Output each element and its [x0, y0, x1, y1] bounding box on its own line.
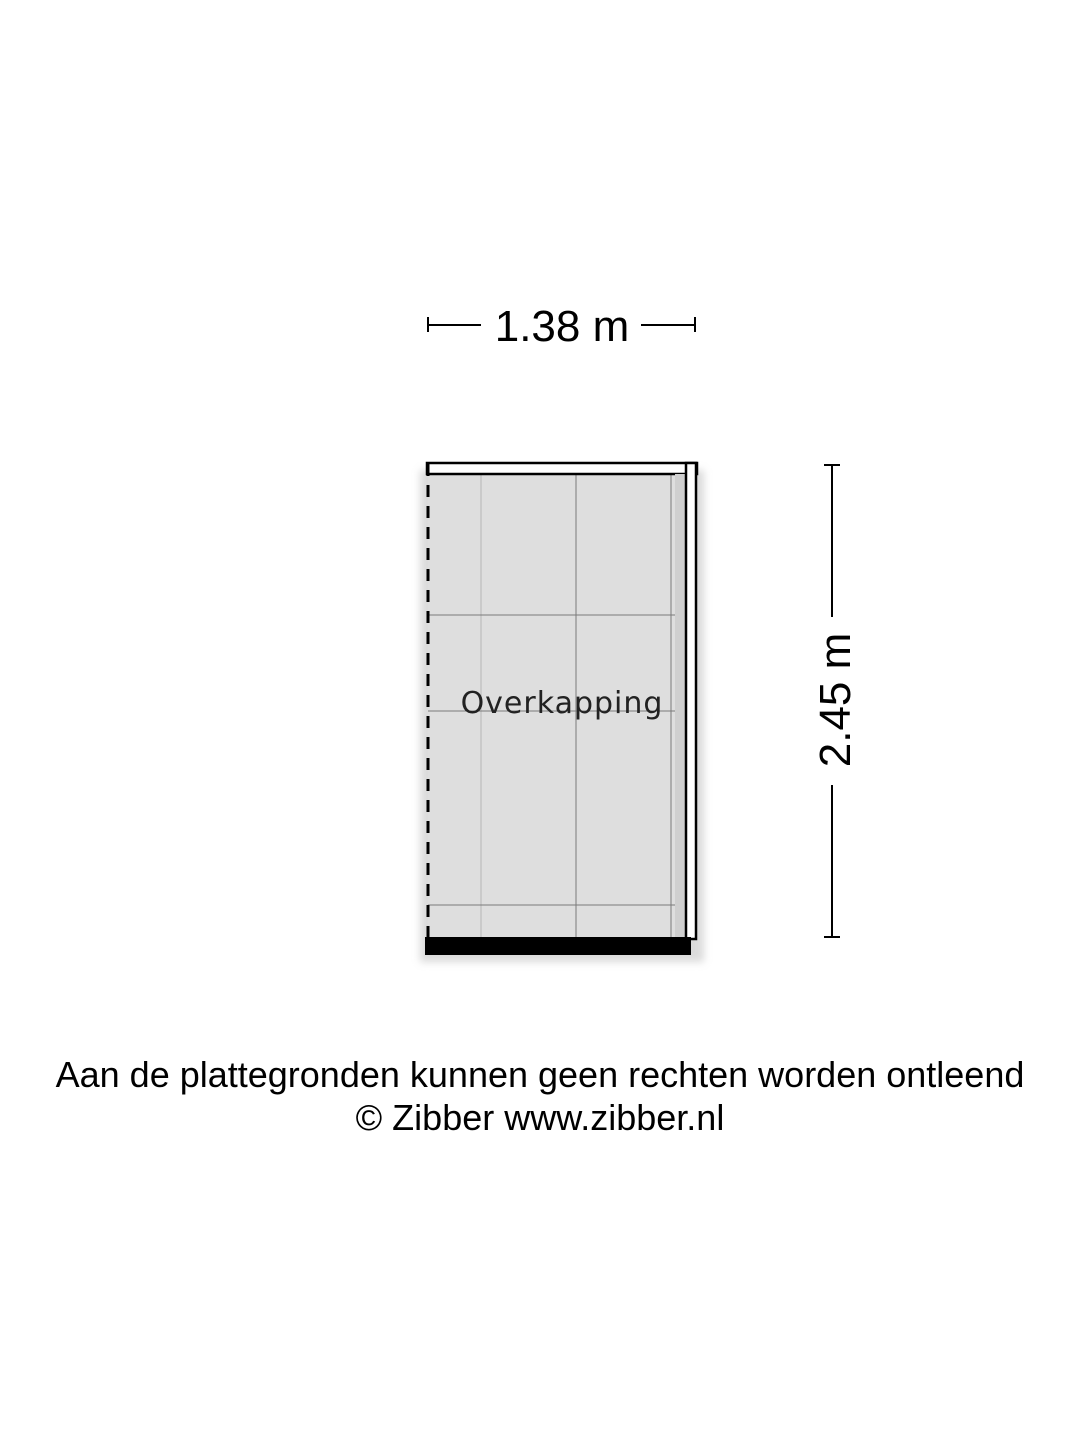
height-dimension — [811, 465, 860, 937]
room-label: Overkapping — [460, 686, 664, 721]
wall-top — [427, 463, 697, 474]
width-dimension — [428, 302, 695, 351]
disclaimer-text: Aan de plattegronden kunnen geen rechten worden ontleend — [55, 1054, 1025, 1095]
wall-right-shade — [675, 474, 686, 937]
copyright-text: © Zibber www.zibber.nl — [355, 1097, 725, 1138]
wall-bottom — [425, 937, 691, 955]
width-dimension-label: 1.38 m — [494, 302, 630, 351]
wall-right — [686, 463, 696, 939]
height-dimension-label: 2.45 m — [811, 632, 860, 768]
room-overkapping — [420, 463, 704, 962]
